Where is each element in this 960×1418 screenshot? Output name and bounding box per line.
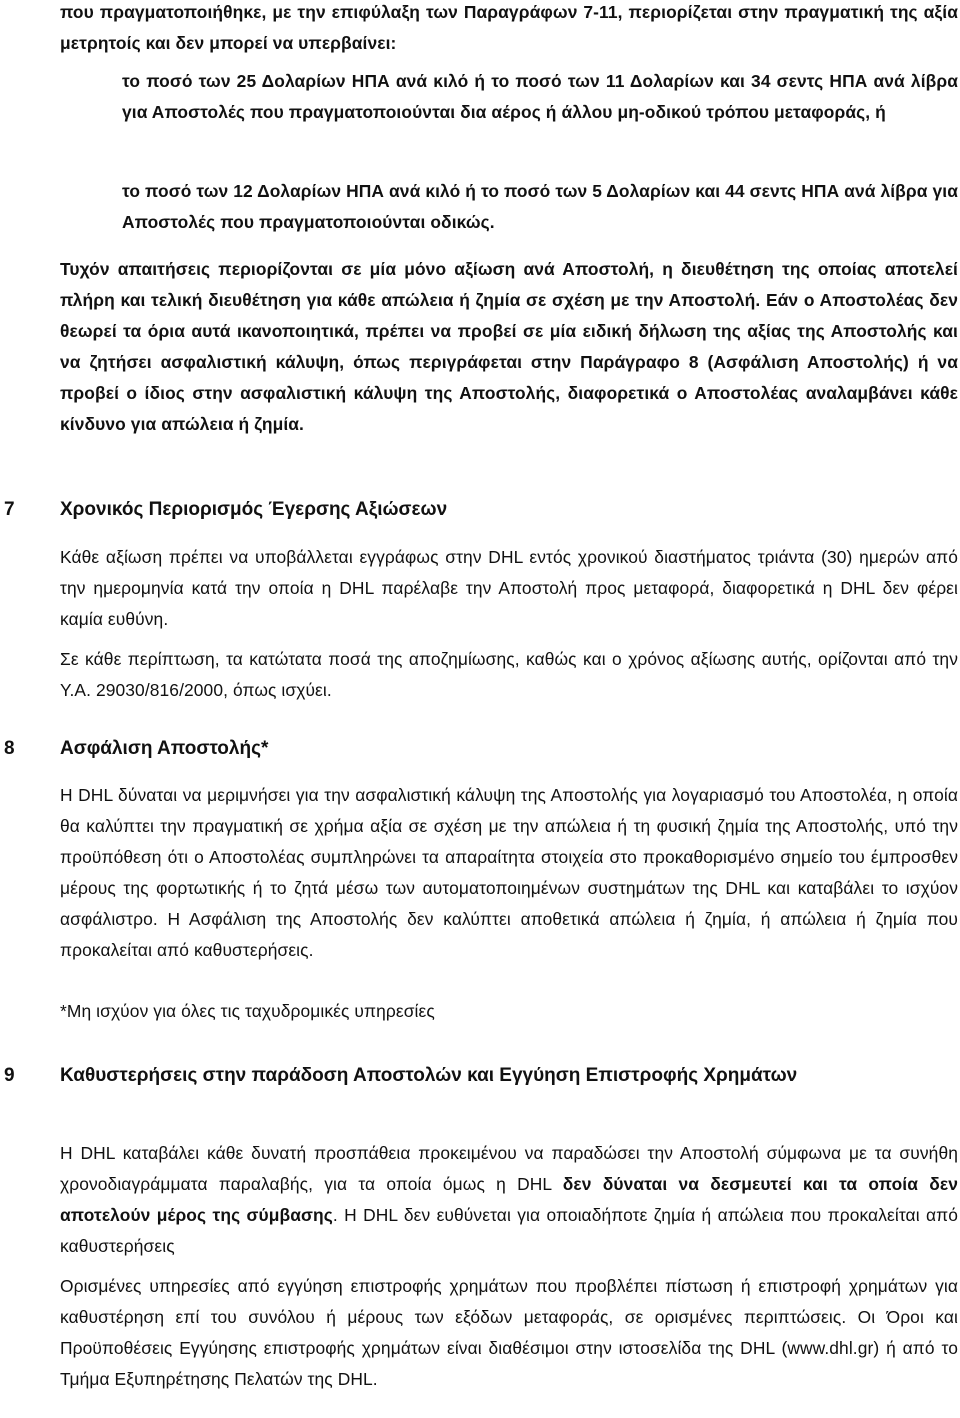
section-paragraph: Η DHL δύναται να μεριμνήσει για την ασφαλιστική κάλυψη της Αποστολής για λογαριασμό του Αποστολέα, η οποία θα καλύπτει την πραγματική σε χρήμα αξία σε σχέση με την απώλεια ή τη φυσική ζημία της Αποστολής, υπό την προϋπόθεση ότι ο Αποστολέας συμπληρώνει τα απαραίτητα στοιχεία στο προκαθορισμένο σημείο του έμπροσθεν μέρους της φορτωτικής ή το ζητά μέσω των αυτοματοποιημένων συστημάτων της DHL και καταβάλει το ισχύον ασφάλιστρο. Η Ασφάλιση της Αποστολής δεν καλύπτει αποθετικά απώλεια ή ζημία, ή απώλεια ή ζημία που προκαλείται από καθυστερήσεις. [60,785,958,960]
intro-paragraph: που πραγματοποιήθηκε, με την επιφύλαξη των Παραγράφων 7-11, περιορίζεται στην πραγματική της αξία μετρητοίς και δεν μπορεί να υπερβαίνει: [60,2,958,53]
road-limit-item: το ποσό των 12 Δολαρίων ΗΠΑ ανά κιλό ή το ποσό των 5 Δολαρίων και 44 σεντς ΗΠΑ ανά λίβρα για Αποστολές που πραγματοποιούνται οδικώς. [122,181,958,232]
paragraph-text: . Η DHL δεν ευθύνεται για οποιαδήποτε ζημία ή απώλεια που προκαλείται από καθυστερήσεις [60,1205,958,1256]
paragraph-bold-text: δεν δύναται να δεσμευτεί και τα οποία δεν αποτελούν μέρος της σύμβασης [60,1174,958,1225]
section-paragraph: Κάθε αξίωση πρέπει να υποβάλλεται εγγράφως στην DHL εντός χρονικού διαστήματος τριάντα (30) ημερών από την ημερομηνία κατά την οποία η DHL παρέλαβε την Αποστολή προς μεταφορά, διαφορετικά η DHL δεν φέρει καμία ευθύνη. [60,547,958,629]
section-paragraph: Σε κάθε περίπτωση, τα κατώτατα ποσά της αποζημίωσης, καθώς και ο χρόνος αξίωσης αυτής, ορίζονται από την Υ.Α. 29030/816/2000, όπως ισχύει. [60,649,958,700]
section-paragraph: Ορισμένες υπηρεσίες από εγγύηση επιστροφής χρημάτων που προβλέπει πίστωση ή επιστροφή χρημάτων για καθυστέρηση επί του συνόλου ή μέρους των εξόδων μεταφοράς, σε ορισμένες περιπτώσεις. Οι Όροι και Προϋποθέσεις Εγγύησης επιστροφής χρημάτων είναι διαθέσιμοι στην ιστοσελίδα της DHL (www.dhl.gr) ή από το Τμήμα Εξυπηρέτησης Πελατών της DHL. [60,1276,958,1389]
section-title: Χρονικός Περιορισμός Έγερσης Αξιώσεων [60,499,448,520]
paragraph-text: Η DHL καταβάλει κάθε δυνατή προσπάθεια προκειμένου να παραδώσει την Αποστολή σύμφωνα με τα συνήθη χρονοδιαγράμματα παραλαβής, για τα οποία όμως η DHL [60,1143,958,1194]
air-limit-item: το ποσό των 25 Δολαρίων ΗΠΑ ανά κιλό ή το ποσό των 11 Δολαρίων και 34 σεντς ΗΠΑ ανά λίβρα για Αποστολές που πραγματοποιούνται δια αέρος ή άλλου μη-οδικού τρόπου μεταφοράς, ή [122,71,958,122]
section-title: Καθυστερήσεις στην παράδοση Αποστολών και Εγγύηση Επιστροφής Χρημάτων [60,1065,798,1086]
section-number: 7 [4,499,15,520]
section-number: 9 [4,1065,15,1086]
claims-limit-paragraph: Τυχόν απαιτήσεις περιορίζονται σε μία μόνο αξίωση ανά Αποστολή, η διευθέτηση της οποίας αποτελεί πλήρη και τελική διευθέτηση για κάθε απώλεια ή ζημία σε σχέση με την Αποστολή. Εάν ο Αποστολέας δεν θεωρεί τα όρια αυτά ικανοποιητικά, πρέπει να προβεί σε μία ειδική δήλωση της αξίας της Αποστολής και να ζητήσει ασφαλιστική κάλυψη, όπως περιγράφεται στην Παράγραφο 8 (Ασφάλιση Αποστολής) ή να προβεί ο ίδιος στην ασφαλιστική κάλυψη της Αποστολής, διαφορετικά ο Αποστολέας αναλαμβάνει κάθε κίνδυνο για απώλεια ή ζημία. [60,259,958,434]
section-title: Ασφάλιση Αποστολής* [60,738,269,759]
footnote: *Μη ισχύον για όλες τις ταχυδρομικές υπηρεσίες [60,1001,435,1021]
section-number: 8 [4,738,15,759]
section-paragraph [60,1138,958,1262]
